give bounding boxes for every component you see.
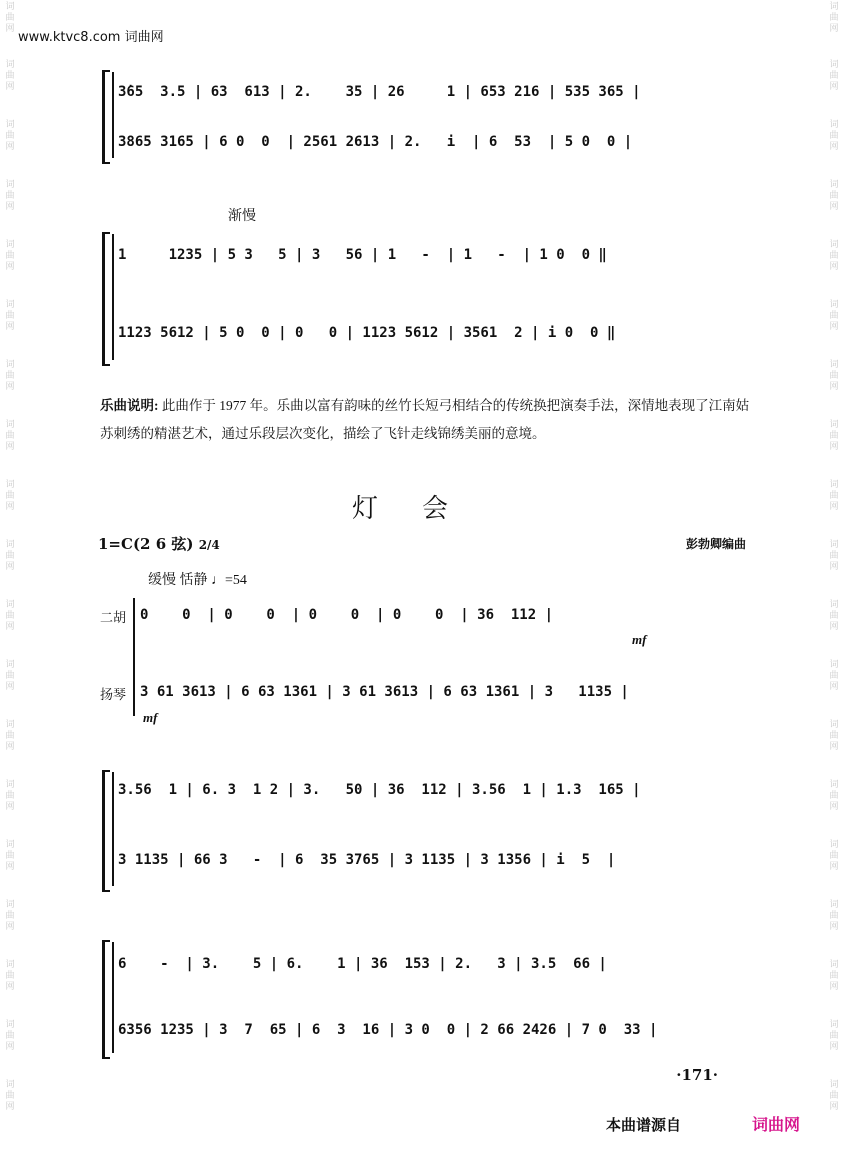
watermark-left-9: 词曲网 [5,480,15,512]
dynamic-mark: mf [143,710,158,725]
watermark-right-4: 词曲网 [829,180,839,212]
score-line-upper: 1 1235 | 5 3 5 | 3 56 | 1 - | 1 - | 1 0 0 ‖ [118,247,607,263]
watermark-right-16: 词曲网 [829,900,839,932]
system-start-bar [112,72,114,158]
watermark-left-11: 词曲网 [5,600,15,632]
watermark-left-6: 词曲网 [5,300,15,332]
watermark-right-8: 词曲网 [829,420,839,452]
watermark-left-17: 词曲网 [5,960,15,992]
source-label: 本曲谱源自 [606,1116,682,1134]
score-line-upper: 3̇65 3.5 | 63 613 | 2. 35 | 26 1 | 653 216 | 535 365 | [118,84,641,100]
instrument-erhu: 二胡 [100,610,127,625]
watermark-right-10: 词曲网 [829,540,839,572]
score-line-erhu: 0 0 | 0 0 | 0 0 | 0 0 | 36 112 | [140,607,554,623]
watermark-left-10: 词曲网 [5,540,15,572]
system-start-bar [112,942,114,1053]
watermark-left-8: 词曲网 [5,420,15,452]
score-line-yangqin: 3 61 3613 | 6 63 1361 | 3 61 3613 | 6 63 1361 | 3 1135 | [140,684,629,700]
score-line-upper: 6 - | 3. 5 | 6. 1 | 36 153 | 2. 3 | 3.5 66 | [118,956,607,972]
watermark-left-14: 词曲网 [5,780,15,812]
watermark-right-5: 词曲网 [829,240,839,272]
key-text: 1=C(2 6 弦) [98,535,194,553]
watermark-right-3: 词曲网 [829,120,839,152]
watermark-right-1: 词曲网 [829,2,839,34]
watermark-left-3: 词曲网 [5,120,15,152]
score-line-lower: 3 1135 | 66 3 - | 6 35 3765 | 3 1135 | 3 1356 | i 5 | [118,852,616,868]
watermark-right-17: 词曲网 [829,960,839,992]
score-line-upper: 3.56 1 | 6. 3 1 2 | 3. 50 | 36 112 | 3.56 1 | 1.3 165 | [118,782,641,798]
description-text: 此曲作于 1977 年。乐曲以富有韵味的丝竹长短弓相结合的传统换把演奏手法，深情地表现了江南姑苏刺绣的精湛艺术，通过乐段层次变化，描绘了飞针走线锦绣美丽的意境。 [100,398,750,441]
watermark-right-2: 词曲网 [829,60,839,92]
description-label: 乐曲说明: [100,398,159,413]
watermark-right-19: 词曲网 [829,1080,839,1112]
watermark-left-2: 词曲网 [5,60,15,92]
watermark-right-12: 词曲网 [829,660,839,692]
watermark-right-18: 词曲网 [829,1020,839,1052]
watermark-left-16: 词曲网 [5,900,15,932]
watermark-right-13: 词曲网 [829,720,839,752]
score-line-lower: 3865 3165 | 6 0 0 | 2561 2613 | 2. i | 6 53 | 5 0 0 | [118,134,633,150]
time-signature: 2/4 [198,538,220,552]
watermark-right-15: 词曲网 [829,840,839,872]
watermark-right-11: 词曲网 [829,600,839,632]
page-number: ·171· [676,1066,718,1084]
system-brace [102,940,110,1059]
system-start-bar [112,772,114,886]
brand-link[interactable]: 词曲网 [752,1115,801,1134]
instrument-yangqin: 扬琴 [100,687,127,702]
tempo-marking: 缓慢 恬静 ♩=54 [148,573,247,588]
composer: 彭勃卿编曲 [685,537,746,551]
key-signature [98,533,220,554]
watermark-right-9: 词曲网 [829,480,839,512]
system-start-bar [112,234,114,360]
watermark-left-13: 词曲网 [5,720,15,752]
watermark-left-19: 词曲网 [5,1080,15,1112]
piece-description [100,392,750,448]
watermark-left-4: 词曲网 [5,180,15,212]
score-line-lower: 1123 5612 | 5 0 0 | 0 0 | 1123 5612 | 3561 2 | i 0 0 ‖ [118,325,616,341]
watermark-left-15: 词曲网 [5,840,15,872]
watermark-left-1: 词曲网 [5,2,15,34]
watermark-left-18: 词曲网 [5,1020,15,1052]
system-start-bar [133,598,135,716]
watermark-right-6: 词曲网 [829,300,839,332]
score-line-lower: 6356 1235 | 3 7 65 | 6 3 16 | 3 0 0 | 2 66 2426 | 7 0 33 | [118,1022,658,1038]
watermark-left-5: 词曲网 [5,240,15,272]
watermark-right-14: 词曲网 [829,780,839,812]
dynamic-mark: mf [632,632,647,647]
system-brace [102,70,110,164]
tempo-mark: 渐慢 [228,209,256,224]
system-brace [102,232,110,366]
watermark-left-12: 词曲网 [5,660,15,692]
site-url[interactable]: www.ktvc8.com 词曲网 [18,30,164,45]
watermark-left-7: 词曲网 [5,360,15,392]
watermark-right-7: 词曲网 [829,360,839,392]
piece-title: 灯会 [351,494,492,524]
system-brace [102,770,110,892]
